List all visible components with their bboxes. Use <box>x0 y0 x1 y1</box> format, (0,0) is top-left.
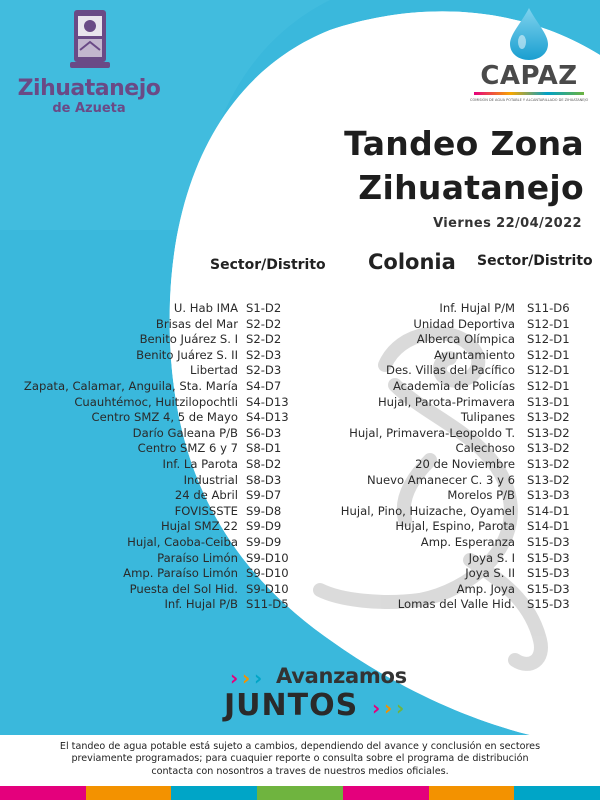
sector-code: S13-D2 <box>527 456 570 471</box>
colonia-name: 24 de Abril <box>174 488 238 503</box>
colonia-name: Academia de Policías <box>392 378 515 393</box>
colonia-name: Hujal, Primavera-Leopoldo T. <box>349 425 515 440</box>
colonia-name: Lomas del Valle Hid. <box>397 597 515 612</box>
stripe-segment <box>171 786 257 800</box>
sector-code: S9-D9 <box>246 534 282 549</box>
crest-icon <box>70 6 110 70</box>
stripe-segment <box>514 786 600 800</box>
colonia-name: Inf. La Parota <box>162 456 238 471</box>
right-column-list <box>300 301 590 613</box>
sector-code: S14-D1 <box>527 503 570 518</box>
capaz-logo <box>470 6 588 106</box>
stripe-segment <box>429 786 515 800</box>
colonia-name: Alberca Olímpica <box>416 332 515 347</box>
list-item <box>300 566 590 582</box>
list-item <box>0 535 290 551</box>
colonia-name: Hujal, Espino, Parota <box>395 519 515 534</box>
list-item <box>0 488 290 504</box>
list-item <box>0 441 290 457</box>
sector-code: S4-D7 <box>246 378 282 393</box>
colonia-name: Des. Villas del Pacífico <box>386 363 515 378</box>
colonia-name: Amp. Esperanza <box>420 534 515 549</box>
list-item <box>0 379 290 395</box>
list-item <box>300 317 590 333</box>
list-item <box>300 457 590 473</box>
sector-code: S12-D1 <box>527 363 570 378</box>
footer-note <box>28 741 572 778</box>
list-item <box>300 363 590 379</box>
list-item <box>0 473 290 489</box>
colonia-name: Morelos P/B <box>447 488 515 503</box>
sector-code: S12-D1 <box>527 378 570 393</box>
sector-code: S2-D3 <box>246 347 282 362</box>
zihuatanejo-logo <box>14 6 164 114</box>
sector-code: S9-D10 <box>246 550 289 565</box>
municipality-name: Zihuatanejo <box>17 76 161 101</box>
list-item <box>300 426 590 442</box>
list-item <box>300 551 590 567</box>
sector-code: S9-D10 <box>246 581 289 596</box>
sector-code: S13-D3 <box>527 488 570 503</box>
chevron-icon-blue: › <box>254 666 263 690</box>
schedule-date: Viernes 22/04/2022 <box>433 216 582 231</box>
list-item <box>0 566 290 582</box>
list-item <box>0 410 290 426</box>
stripe-segment <box>343 786 429 800</box>
sector-code: S9-D7 <box>246 488 282 503</box>
sector-code: S12-D1 <box>527 316 570 331</box>
stripe-segment <box>257 786 343 800</box>
colonia-name: Hujal, Caoba-Ceiba <box>127 534 238 549</box>
colonia-name: Brisas del Mar <box>155 316 238 331</box>
list-item <box>0 317 290 333</box>
list-item <box>300 535 590 551</box>
colonia-name: Puesta del Sol Hid. <box>129 581 238 596</box>
agency-subtitle: COMISIÓN DE AGUA POTABLE Y ALCANTARILLADO DE ZIHUATANEJO <box>470 98 589 102</box>
sector-code: S13-D2 <box>527 410 570 425</box>
list-item <box>0 348 290 364</box>
list-item <box>0 363 290 379</box>
municipality-subtitle: de Azueta <box>52 101 126 116</box>
sector-code: S11-D6 <box>527 301 570 315</box>
list-item <box>300 597 590 613</box>
colonia-name: Libertad <box>190 363 238 378</box>
colonia-name: Unidad Deportiva <box>413 316 515 331</box>
colonia-name: Calechoso <box>455 441 515 456</box>
colonia-name: Cuauhtémoc, Huitzilopochtli <box>74 394 238 409</box>
sector-code: S14-D1 <box>527 519 570 534</box>
list-item <box>0 332 290 348</box>
list-item <box>0 457 290 473</box>
chevron-icon-orange: › <box>242 666 251 690</box>
colonia-name: 20 de Noviembre <box>415 456 515 471</box>
colonia-name: Centro SMZ 4, 5 de Mayo <box>91 410 238 425</box>
footer-line-2: previamente programados; para cuaquier reporte o consulta sobre el programa de distribución <box>71 753 529 765</box>
header-sector-right: Sector/Distrito <box>477 253 593 269</box>
colonia-name: Joya S. II <box>465 566 515 581</box>
chevron-icon-magenta: › <box>230 666 239 690</box>
left-column-list <box>0 301 290 613</box>
list-item <box>300 488 590 504</box>
sector-code: S13-D2 <box>527 441 570 456</box>
sector-code: S4-D13 <box>246 394 289 409</box>
colonia-name: Benito Juárez S. II <box>136 347 238 362</box>
list-item <box>300 473 590 489</box>
sector-code: S6-D3 <box>246 425 282 440</box>
list-item <box>0 504 290 520</box>
color-stripe <box>0 786 600 800</box>
water-drop-icon <box>506 6 552 62</box>
chevron-icon-orange-2: › <box>384 696 393 720</box>
sector-code: S11-D5 <box>246 597 289 612</box>
sector-code: S2-D2 <box>246 332 282 347</box>
sector-code: S8-D1 <box>246 441 282 456</box>
chevron-icon-magenta-2: › <box>372 696 381 720</box>
sector-code: S15-D3 <box>527 534 570 549</box>
sector-code: S15-D3 <box>527 566 570 581</box>
list-item <box>300 410 590 426</box>
list-item <box>0 395 290 411</box>
sector-code: S15-D3 <box>527 550 570 565</box>
list-item <box>0 597 290 613</box>
header-colonia: Colonia <box>368 250 456 274</box>
sector-code: S13-D1 <box>527 394 570 409</box>
sector-code: S4-D13 <box>246 410 289 425</box>
list-item <box>300 348 590 364</box>
avanzamos-juntos-logo <box>222 664 442 724</box>
sector-code: S15-D3 <box>527 581 570 596</box>
slogan-bottom: JUNTOS <box>224 688 359 723</box>
sector-code: S9-D8 <box>246 503 282 518</box>
sector-code: S2-D2 <box>246 316 282 331</box>
sector-code: S9-D10 <box>246 566 289 581</box>
list-item <box>300 504 590 520</box>
colonia-name: Industrial <box>183 472 238 487</box>
list-item <box>0 582 290 598</box>
list-item <box>300 395 590 411</box>
footer-line-3: contacta con nosontros a traves de nuestros medios oficiales. <box>151 765 449 777</box>
list-item <box>300 582 590 598</box>
sector-code: S15-D3 <box>527 597 570 612</box>
sector-code: S9-D9 <box>246 519 282 534</box>
chevron-icon-green: › <box>396 696 405 720</box>
sector-code: S1-D2 <box>246 301 282 315</box>
list-item <box>300 519 590 535</box>
title-line-1: Tandeo Zona <box>344 124 584 163</box>
colonia-name: Inf. Hujal P/B <box>164 597 238 612</box>
colonia-name: Centro SMZ 6 y 7 <box>137 441 238 456</box>
colonia-name: Zapata, Calamar, Anguila, Sta. María <box>23 378 238 393</box>
colonia-name: Paraíso Limón <box>157 550 238 565</box>
colonia-name: Hujal SMZ 22 <box>160 519 238 534</box>
agency-name: CAPAZ <box>480 61 578 91</box>
colonia-name: Hujal, Parota-Primavera <box>377 394 515 409</box>
list-item <box>300 441 590 457</box>
stripe-segment <box>86 786 172 800</box>
colonia-name: Benito Juárez S. I <box>139 332 238 347</box>
colonia-name: FOVISSSTE <box>174 503 238 518</box>
colonia-name: U. Hab IMA <box>173 301 238 315</box>
list-item <box>0 551 290 567</box>
stripe-segment <box>0 786 86 800</box>
list-item <box>300 301 590 317</box>
page-title <box>344 122 584 210</box>
agency-color-bar <box>474 92 584 95</box>
sector-code: S12-D1 <box>527 347 570 362</box>
sector-code: S2-D3 <box>246 363 282 378</box>
sector-code: S12-D1 <box>527 332 570 347</box>
footer-line-1: El tandeo de agua potable está sujeto a cambios, dependiendo del avance y conclusión en sectores <box>59 741 541 752</box>
colonia-name: Darío Galeana P/B <box>132 425 238 440</box>
list-item <box>0 519 290 535</box>
sector-code: S13-D2 <box>527 472 570 487</box>
colonia-name: Inf. Hujal P/M <box>439 301 515 315</box>
slogan-top: Avanzamos <box>276 664 407 688</box>
title-line-2: Zihuatanejo <box>358 168 584 207</box>
header-sector-left: Sector/Distrito <box>210 257 326 273</box>
colonia-name: Amp. Paraíso Limón <box>123 566 238 581</box>
list-item <box>300 332 590 348</box>
list-item <box>0 426 290 442</box>
colonia-name: Tulipanes <box>460 410 515 425</box>
colonia-name: Joya S. I <box>468 550 515 565</box>
sector-code: S13-D2 <box>527 425 570 440</box>
colonia-name: Nuevo Amanecer C. 3 y 6 <box>366 472 515 487</box>
sector-code: S8-D2 <box>246 456 282 471</box>
list-item <box>0 301 290 317</box>
list-item <box>300 379 590 395</box>
colonia-name: Ayuntamiento <box>434 347 515 362</box>
colonia-name: Amp. Joya <box>456 581 515 596</box>
sector-code: S8-D3 <box>246 472 282 487</box>
colonia-name: Hujal, Pino, Huizache, Oyamel <box>340 503 515 518</box>
